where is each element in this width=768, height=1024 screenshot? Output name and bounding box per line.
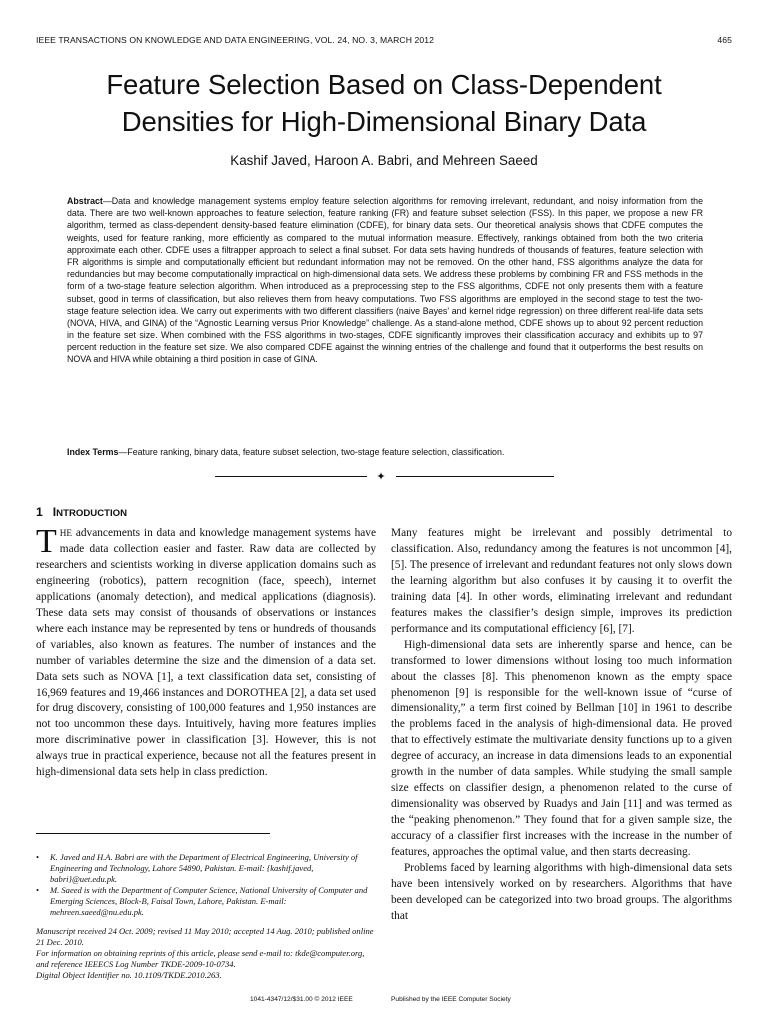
left-column: [36, 523, 376, 781]
paper-title: [20, 66, 748, 140]
footnotes: [36, 852, 376, 981]
section-heading: [36, 505, 127, 519]
right-column: [391, 526, 732, 925]
section-divider: [0, 472, 768, 482]
bullet-icon: •: [36, 852, 39, 862]
drop-cap-smallcaps: HE: [59, 528, 73, 538]
copyright-notice: 1041-4347/12/$31.00 © 2012 IEEE: [250, 996, 353, 1003]
divider-line-left: [215, 476, 367, 477]
intro-paragraph-1-text: advancements in data and knowledge management systems have made data collection easier and faster. Raw data are collected by researchers and scientists working in diverse application domains such as engineering (robotics), pattern recognition (face, speech), internet applications (anomaly detection), and medical applications (diagnosis). These data sets may consist of thousands of observations or instances where each instance may be represented by tens or hundreds of thousands of variables, also known as features. The number of instances and the number of variables determine the size and the dimension of a data set. Data sets such as NOVA [1], a text classification data set, consisting of 16,969 features and 19,466 instances and DOROTHEA [2], a data set used for drug discovery, consisting of 100,000 features and 1,950 instances are not too uncommon these days. Intuitively, having more features implies more discriminative power in classification [3]. However, this is not always true in practical experience, because not all the features present in high-dimensional data sets help in class prediction.: [36, 527, 376, 779]
title-line-1: Feature Selection Based on Class-Dependent: [106, 69, 662, 100]
abstract-label: Abstract: [67, 196, 103, 206]
publisher-notice: Published by the IEEE Computer Society: [391, 996, 511, 1003]
diamond-ornament-icon: ✦: [376, 470, 386, 483]
footnote-affiliation-2: • M. Saeed is with the Department of Computer Science, National University of Computer and Emerging Sciences, Block-B, Faisal Town, Lahore, Pakistan. E-mail: mehreen.saeed@nu.edu.pk.: [36, 885, 368, 918]
footnote-affiliation-1: • K. Javed and H.A. Babri are with the Department of Electrical Engineering, University of Engineering and Technology, Lahore 54890, Pakistan. E-mail: {kashif.javed, babri}@uet.edu.pk.: [36, 852, 358, 885]
section-number: 1: [36, 505, 43, 519]
page-number: 465: [717, 35, 732, 45]
journal-citation: IEEE TRANSACTIONS ON KNOWLEDGE AND DATA ENGINEERING, VOL. 24, NO. 3, MARCH 2012: [36, 35, 435, 45]
author-list: Kashif Javed, Haroon A. Babri, and Mehreen Saeed: [230, 153, 538, 168]
footnote-reprints: For information on obtaining reprints of this article, please send e-mail to: tkde@computer.org, and reference IEEECS Log Number TKDE-2009-10-0734.: [36, 947, 365, 969]
index-terms-text: —Feature ranking, binary data, feature subset selection, two-stage feature selection, classification.: [118, 447, 505, 457]
drop-cap: T: [36, 523, 57, 560]
index-terms: [67, 446, 703, 458]
section-title-rest: NTRODUCTION: [56, 508, 128, 519]
intro-paragraph-3: High-dimensional data sets are inherently sparse and hence, can be transformed to lower dimensions without losing too much information about the classes [8]. This phenomenon known as the empty space phenomenon [9] is responsible for the well-known issue of “curse of dimensionality,” a term first coined by Bellman [10] in 1961 to describe the problems faced in the analysis of high-dimensional data. He proved that to effectively estimate the multivariate density functions up to a given degree of accuracy, an increase in data dimensions leads to an exponential growth in the number of data samples. While studying the small sample size effects on classifier design, a phenomenon related to the curse of dimensionality was observed by Ruadys and Jain [11] and was termed as the “peaking phenomenon.” They found that for a given sample size, the accuracy of a classifier first increases with the increase in the number of features, approaches the optimal value, and then starts decreasing.: [391, 638, 732, 859]
footnote-doi: Digital Object Identifier no. 10.1109/TKDE.2010.263.: [36, 969, 222, 980]
abstract-text: —Data and knowledge management systems employ feature selection algorithms for removing irrelevant, redundant, and noisy information from the data. There are two well-known approaches to feature selection, feature ranking (FR) and feature subset selection (FSS). In this paper, we propose a new FR algorithm, termed as class-dependent density-based feature elimination (CDFE), for binary data sets. Our theoretical analysis shows that CDFE computes the weights, used for feature ranking, more efficiently as compared to the mutual information measure. Effectively, rankings obtained from both the two criteria approximate each other. CDFE uses a filtrapper approach to select a final subset. For data sets having hundreds of thousands of features, feature selection with FR algorithms is simple and computationally efficient but redundant information may not be removed. On the other hand, FSS algorithms analyze the data for redundancies but may become computationally impractical on high-dimensional data sets. We address these problems by combining FR and FSS methods in the form of a two-stage feature selection algorithm. When introduced as a preprocessing step to the FSS algorithms, CDFE not only presents them with a feature subset, good in terms of classification, but also relieves them from heavy computations. Two FSS algorithms are employed in the second stage to test the two-stage feature selection idea. We carry out experiments with two different classifiers (naive Bayes' and kernel ridge regression) on three different real-life data sets (NOVA, HIVA, and GINA) of the “Agnostic Learning versus Prior Knowledge” challenge. As a stand-alone method, CDFE shows up to about 92 percent reduction in the feature set size. When combined with the FSS algorithms in two-stages, CDFE significantly improves their classification accuracy and exhibits up to 97 percent reduction in the feature set size. We also compared CDFE against the winning entries of the challenge and found that it outperforms the best results on NOVA and HIVA while obtaining a third position in case of GINA.: [67, 196, 703, 365]
intro-paragraph-4: Problems faced by learning algorithms with high-dimensional data sets have been intensively worked on by researchers. Algorithms that have been developed can be categorized into two broad groups. The algorithms that: [391, 862, 732, 922]
abstract: [67, 195, 703, 366]
footnote-rule: [36, 833, 270, 834]
title-line-2: Densities for High-Dimensional Binary Data: [121, 106, 647, 137]
intro-paragraph-2: Many features might be irrelevant and possibly detrimental to classification. Also, redundancy among the features is not uncommon [4], [5]. The presence of irrelevant and redundant features not only slows down the learning algorithm but also confuses it by causing it to overfit the training data [4]. In other words, eliminating irrelevant and redundant features makes the classifier’s design simple, improves its prediction performance and its computational efficiency [6], [7].: [391, 527, 732, 635]
bullet-icon: •: [36, 885, 39, 896]
section-title-initial: I: [52, 505, 57, 519]
footnote-received: Manuscript received 24 Oct. 2009; revised 11 May 2010; accepted 14 Aug. 2010; published online 21 Dec. 2010.: [36, 925, 374, 947]
intro-paragraph-1: [36, 523, 376, 781]
divider-line-right: [396, 476, 554, 477]
index-terms-label: Index Terms: [67, 447, 119, 457]
